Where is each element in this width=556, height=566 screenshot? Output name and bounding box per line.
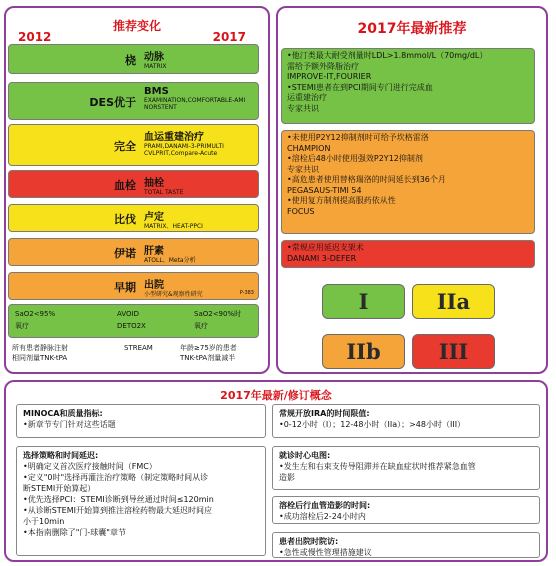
strategy-delay-box — [16, 446, 266, 556]
concept-line: •明确定义首次医疗接触时间（FMC） — [23, 462, 157, 471]
recommendation-box — [281, 130, 535, 234]
class-legend-iii: III — [412, 334, 495, 369]
change-new-value — [144, 174, 254, 196]
class-legend-iia: IIa — [412, 284, 495, 319]
concept-line: •从诊断STEMI开始算到推注溶栓药物最大延迟时间应 — [23, 506, 212, 515]
oxygen-trial-avoid: AVOID — [117, 310, 139, 318]
recommendation-line: IMPROVE-IT,FOURIER — [287, 72, 372, 81]
recommendation-line: DANAMI 3-DEFER — [287, 253, 357, 263]
change-row — [8, 272, 259, 300]
concept-line: •急性或慢性管理措施建议 — [279, 548, 372, 557]
recommendation-line: 专家共识 — [287, 164, 319, 174]
class-legend-iib: IIb — [322, 334, 405, 369]
concept-line: •优先选择PCI：STEMI诊断到导丝通过时间≤120min — [23, 495, 214, 504]
tnk-trial-stream: STREAM — [124, 344, 153, 352]
concept-line: 患者出院时院访: — [279, 537, 339, 546]
change-new-value — [144, 128, 254, 157]
concept-line: 就诊时心电图: — [279, 451, 331, 460]
concept-line: 溶栓后行血管造影的时间: — [279, 501, 371, 510]
change-new-label: 肝素 — [144, 246, 164, 257]
concept-line: 断STEMI开始算起） — [23, 484, 96, 493]
angiography-timing-box — [272, 496, 540, 524]
change-old-label: 完全 — [114, 140, 136, 153]
tnk-old-text-2: 相同剂量TNK-tPA — [12, 354, 68, 362]
recommendation-changes-title: 推荐变化 — [112, 19, 161, 33]
new-concepts-title: 2017年最新/修订概念 — [220, 389, 332, 402]
change-old-label: 早期 — [114, 281, 136, 294]
recommendation-line: PEGASAUS-TIMI 54 — [287, 185, 362, 195]
oxygen-old-therapy: 氧疗 — [15, 322, 29, 330]
tnk-old-text-1: 所有患者静脉注射 — [12, 344, 68, 352]
year-2017-label: 2017 — [212, 30, 246, 44]
recommendation-line: 运重建治疗 — [287, 93, 327, 102]
change-row — [8, 238, 259, 266]
change-trial-names: PRAMI,DANAMI-3-PRIMULTI CVLPRIT,Compare-Acute — [144, 143, 224, 157]
concept-line: •发生左和右束支传导阻滞并在缺血症状时推荐紧急血管 — [279, 462, 476, 471]
concept-line: •成功溶栓后2-24小时内 — [279, 512, 366, 521]
change-new-label: 抽栓 — [144, 178, 164, 189]
discharge-box — [272, 532, 540, 558]
oxygen-trial-detox: DETO2X — [117, 322, 146, 330]
tnk-new-text-2: TNK-tPA剂量减半 — [180, 354, 236, 362]
recommendation-line: FOCUS — [287, 206, 315, 216]
change-old-label: 桡 — [125, 54, 136, 67]
change-new-label: 动脉 — [144, 52, 164, 63]
concept-line: MINOCA和质量指标: — [23, 409, 103, 418]
change-old-label: 伊诺 — [114, 247, 136, 260]
concept-line: •0-12小时（I）；12-48小时（IIa）；>48小时（III） — [279, 420, 466, 429]
concept-line: 常规开放IRA的时间限值: — [279, 409, 370, 418]
change-new-label: BMS — [144, 86, 169, 97]
change-trial-names: 小型研究&观察性研究 — [144, 291, 203, 298]
recommendation-line: •使用复方制剂提高服药依从性 — [287, 196, 396, 205]
concept-line: 小于10min — [23, 517, 65, 526]
change-row — [8, 82, 259, 120]
change-new-value — [144, 208, 254, 230]
change-new-value — [144, 86, 254, 111]
oxygen-row — [8, 304, 259, 338]
change-new-value — [144, 242, 254, 264]
oxygen-new-threshold: SaO2<90%时 — [194, 310, 242, 318]
recommendation-line: •STEMI患者在到PCI期间专门进行完成血 — [287, 82, 433, 92]
year-2012-label: 2012 — [18, 30, 52, 44]
latest-recommendations-title: 2017年最新推荐 — [357, 21, 467, 37]
page-reference: P-383 — [239, 290, 254, 296]
change-trial-names: EXAMINATION,COMFORTABLE-AMI NORSTENT — [144, 97, 246, 111]
change-new-label: 卢定 — [144, 212, 164, 223]
change-old-label: DES优于 — [89, 96, 136, 109]
change-trial-names: MATRIX — [144, 63, 167, 70]
change-row — [8, 170, 259, 198]
recommendation-line: •未使用P2Y12抑制剂时可给予坎格雷洛 — [287, 133, 429, 142]
recommendation-box — [281, 240, 535, 268]
recommendation-line: 专家共识 — [287, 103, 319, 113]
recommendation-line: •高危患者使用替格瑞洛的时间延长到36个月 — [287, 175, 446, 184]
change-row — [8, 44, 259, 74]
change-new-label: 出院 — [144, 280, 164, 291]
concept-line: 选择策略和时间延迟: — [23, 451, 99, 460]
concept-line: •定义"0时"选择再灌注治疗策略（制定策略时间从诊 — [23, 473, 209, 482]
ira-time-box — [272, 404, 540, 438]
concept-line: •本指南删除了"门-球囊"章节 — [23, 528, 126, 537]
change-trial-names: TOTAL TASTE — [144, 189, 184, 196]
minoca-box — [16, 404, 266, 438]
change-old-label: 血栓 — [114, 179, 136, 192]
concept-line: 造影 — [279, 473, 295, 482]
change-old-label: 比伐 — [114, 213, 136, 226]
recommendation-box — [281, 48, 535, 124]
oxygen-new-therapy: 氧疗 — [194, 322, 208, 330]
recommendation-line: CHAMPION — [287, 143, 331, 153]
recommendation-line: •他汀类最大耐受剂量时LDL>1.8mmol/L（70mg/dL） — [287, 51, 488, 60]
recommendation-line: •溶栓后48小时使用强效P2Y12抑制剂 — [287, 154, 423, 163]
change-row — [8, 124, 259, 166]
change-new-value — [144, 48, 254, 70]
class-legend-i: I — [322, 284, 405, 319]
change-row — [8, 204, 259, 232]
change-trial-names: ATOLL、Meta分析 — [144, 257, 196, 264]
change-new-value — [144, 276, 254, 298]
tnk-tpa-row — [12, 342, 262, 368]
ecg-box — [272, 446, 540, 490]
concept-line: •新章节专门针对这些话题 — [23, 420, 116, 429]
change-trial-names: MATRIX、HEAT-PPCI — [144, 223, 203, 230]
recommendation-line: 需给予额外降脂治疗 — [287, 61, 359, 71]
recommendation-line: •常规应用延迟支架术 — [287, 243, 364, 252]
change-new-label: 血运重建治疗 — [144, 132, 204, 143]
tnk-new-text-1: 年龄≥75岁的患者 — [180, 344, 237, 352]
oxygen-old-threshold: SaO2<95% — [15, 310, 56, 318]
